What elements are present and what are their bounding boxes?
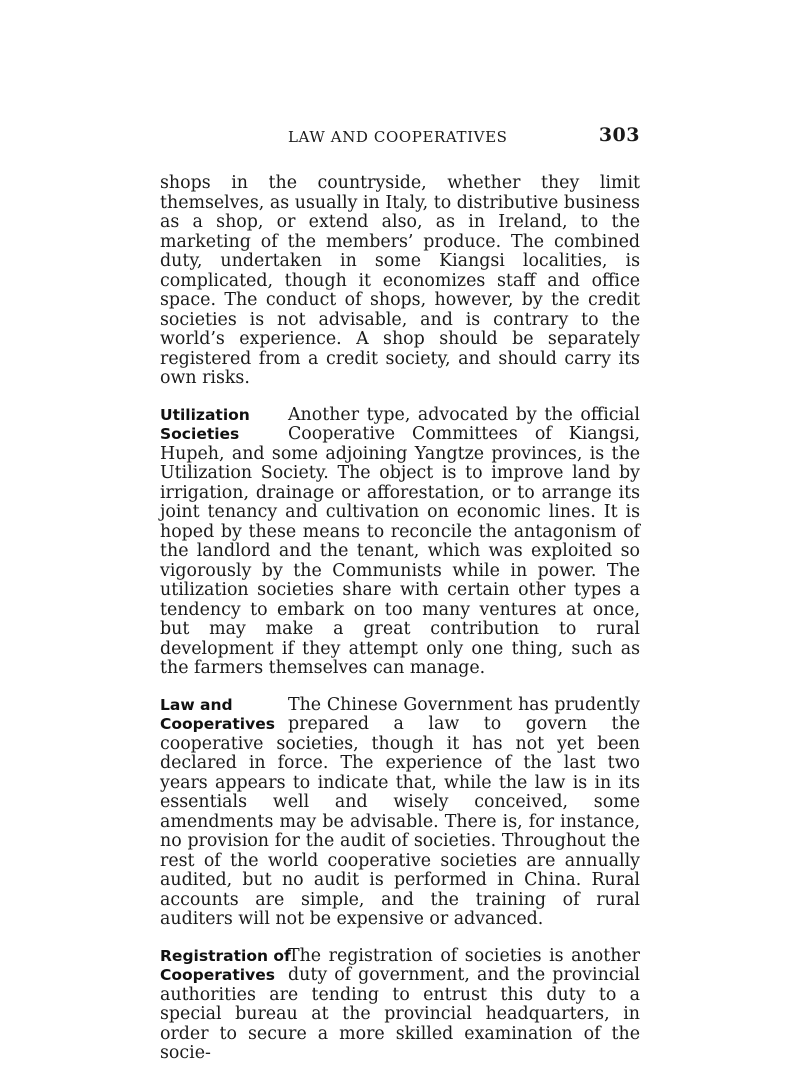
side-heading-line: Utilization	[160, 405, 250, 424]
side-heading-line: Cooperatives	[160, 966, 275, 984]
page-number: 303	[598, 124, 640, 146]
paragraph-utilization-societies	[160, 406, 640, 679]
side-heading-line: Cooperatives	[160, 715, 275, 733]
body-text	[160, 174, 640, 1081]
side-heading-line: Registration of	[160, 946, 291, 965]
paragraph-law-and-cooperatives	[160, 696, 640, 930]
paragraph-text: Another type, advocated by the official Cooperative Committees of Kiangsi, Hupeh, and some adjoining Yangtze provinces, is the Utilization Society. The object is to improve land by irrigation, drainage or afforestation, or to arrange its joint tenancy and cultivation on economic lines. It is hoped by these means to reconcile the antagonism of the landlord and the tenant, which was exploited so vigorously by the Communists while in power. The utilization societies share with certain other types a tendency to embark on too many ventures at once, but may make a great contribution to rural development if they attempt only one thing, such as the farmers themselves can manage.	[160, 404, 640, 678]
side-heading-utilization-societies	[160, 406, 282, 445]
side-heading-line: Societies	[160, 425, 240, 443]
paragraph-text: shops in the countryside, whether they limit themselves, as usually in Italy, to distributive business as a shop, or extend also, as in Ireland, to the marketing of the members’ produce. The combined duty, undertaken in some Kiangsi localities, is complicated, though it economizes staff and office space. The conduct of shops, however, by the credit societies is not advisable, and is contrary to the world’s experience. A shop should be separately registered from a credit society, and should carry its own risks.	[160, 173, 640, 388]
paragraph-text: The Chinese Government has prudently prepared a law to govern the cooperative societies, though it has not yet been declared in force. The experience of the last two years appears to indicate that, while the law is in its essentials well and wisely conceived, some amendments may be advisable. There is, for instance, no provision for the audit of societies. Throughout the rest of the world cooperative societies are annually audited, but no audit is performed in China. Rural accounts are simple, and the training of rural auditers will not be expensive or advanced.	[160, 694, 640, 929]
paragraph-shops	[160, 174, 640, 389]
paragraph-registration-of-cooperatives	[160, 947, 640, 1064]
side-heading-line: Law and	[160, 695, 233, 714]
page-header	[160, 124, 640, 150]
side-heading-law-and-cooperatives	[160, 696, 282, 735]
running-title: LAW AND COOPERATIVES	[288, 128, 508, 146]
paragraph-text: The registration of societies is another duty of government, and the provincial authorities are tending to entrust this duty to a special bureau at the provincial headquarters, in order to secure a more skilled examination of the socie-	[160, 945, 640, 1063]
side-heading-registration-of-cooperatives	[160, 946, 291, 986]
